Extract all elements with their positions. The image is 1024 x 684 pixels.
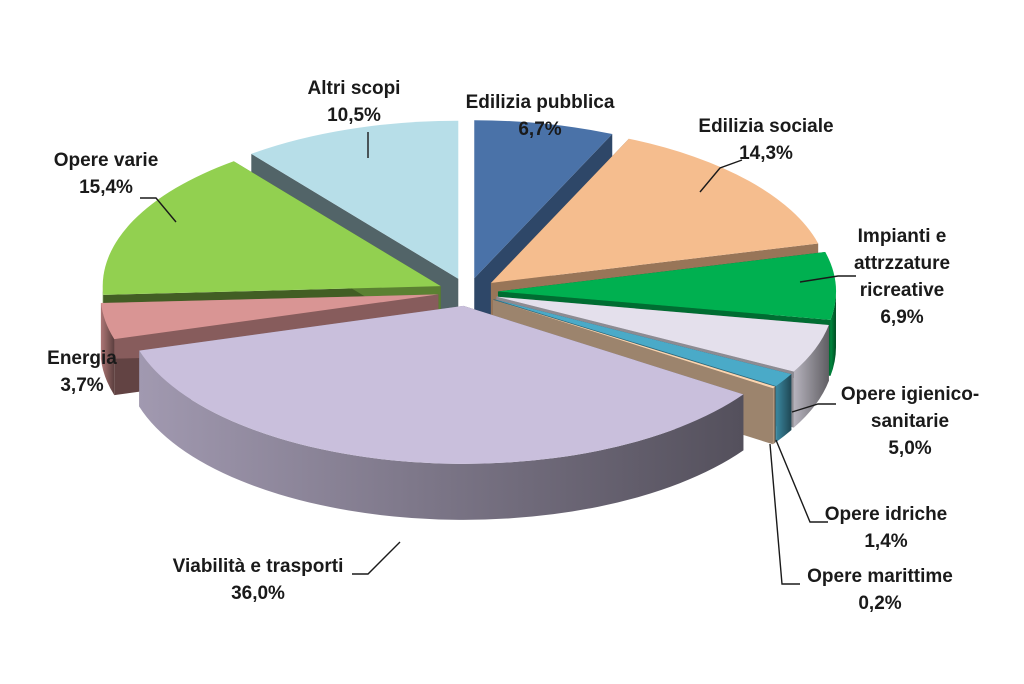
slice-label-opere-igienico-sanitarie: sanitarie (870, 411, 950, 432)
slice-label-edilizia-sociale: Edilizia sociale (698, 116, 834, 137)
slice-label-impianti-e-attrzzature-ricreative: attrzzature (853, 253, 951, 274)
slice-label-opere-idriche: Opere idriche (824, 504, 948, 525)
slice-label-opere-varie: Opere varie (53, 150, 159, 171)
slice-label-energia: Energia (47, 348, 117, 369)
slice-value-altri-scopi: 10,5% (327, 105, 381, 126)
slice-side-opere-marittime (773, 387, 775, 445)
leader-line-opere-idriche (776, 440, 828, 522)
slice-value-opere-varie: 15,4% (79, 177, 133, 198)
slice-label-viabilita-e-trasporti: Viabilità e trasporti (172, 556, 344, 577)
slice-value-opere-marittime: 0,2% (858, 593, 902, 614)
leader-line-viabilita-e-trasporti (352, 542, 400, 574)
slice-value-impianti-e-attrzzature-ricreative: 6,9% (880, 307, 924, 328)
slice-value-edilizia-pubblica: 6,7% (518, 119, 562, 140)
slice-value-opere-igienico-sanitarie: 5,0% (888, 438, 932, 459)
slice-label-edilizia-pubblica: Edilizia pubblica (465, 92, 615, 113)
slice-label-impianti-e-attrzzature-ricreative: Impianti e (857, 226, 947, 247)
slice-value-edilizia-sociale: 14,3% (739, 143, 793, 164)
slice-label-altri-scopi: Altri scopi (307, 78, 401, 99)
slice-label-opere-marittime: Opere marittime (807, 566, 953, 587)
slice-value-opere-idriche: 1,4% (864, 531, 908, 552)
leader-line-opere-marittime (770, 444, 800, 584)
slice-value-viabilita-e-trasporti: 36,0% (231, 583, 285, 604)
slice-label-opere-igienico-sanitarie: Opere igienico- (840, 384, 980, 405)
slice-value-energia: 3,7% (60, 375, 104, 396)
slice-label-impianti-e-attrzzature-ricreative: ricreative (859, 280, 945, 301)
